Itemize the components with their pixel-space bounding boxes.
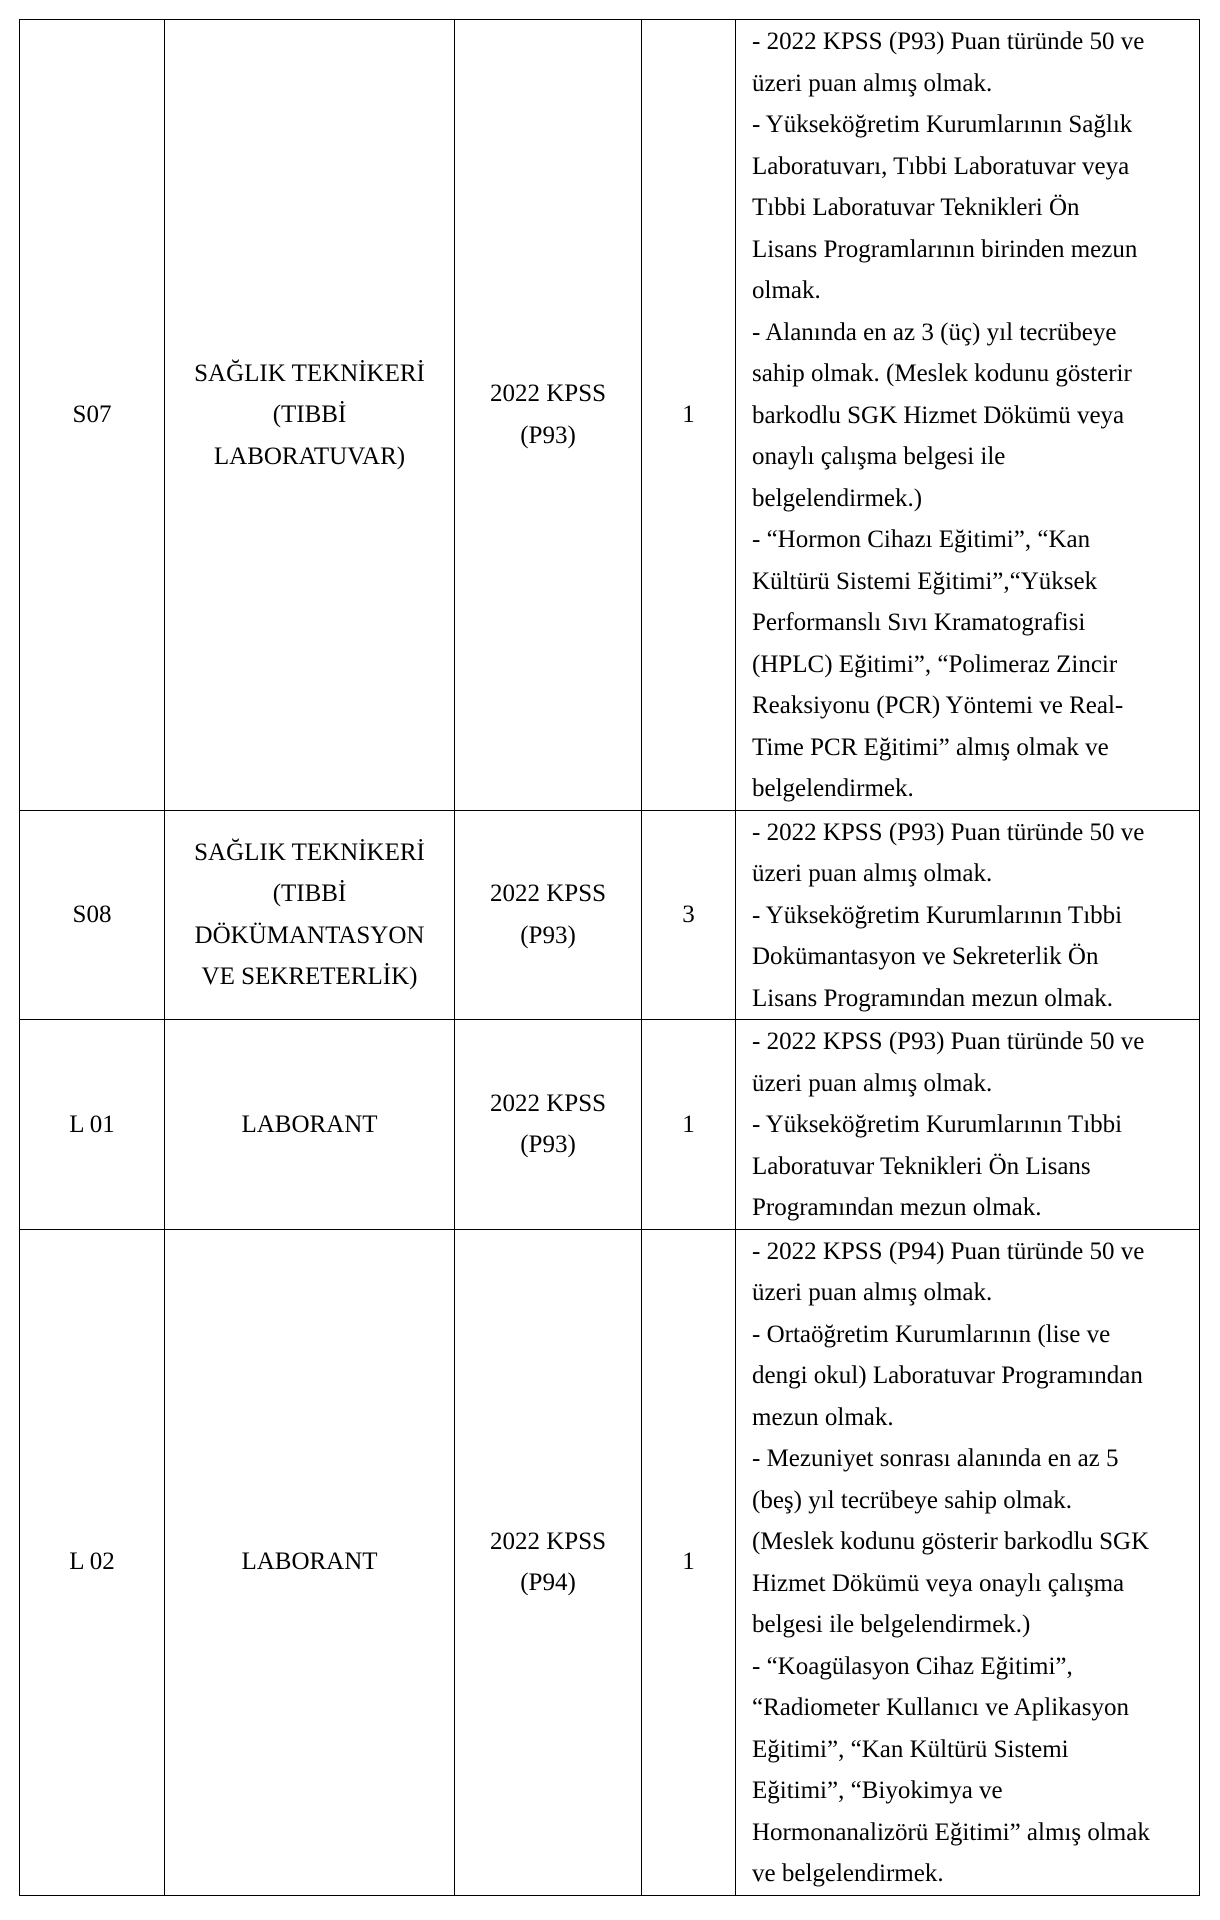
position-count: 1 [682,401,695,428]
exam-type-line: (P93) [520,421,576,449]
table-row [20,20,1200,811]
position-title-line: LABORANT [241,1110,378,1138]
exam-type-line: (P93) [520,921,576,949]
table-row [20,1229,1200,1895]
requirement-line: Laboratuvarı, Tıbbi Laboratuvar veya [752,152,1130,180]
position-code: L 02 [69,1548,115,1576]
position-title-line: (TIBBİ [272,401,347,428]
requirement-line: - Yükseköğretim Kurumlarının Tıbbi [752,901,1123,929]
requirement-line: - 2022 KPSS (P93) Puan türünde 50 ve [752,818,1145,846]
position-title-line: SAĞLIK TEKNİKERİ [194,838,425,866]
position-title-line: LABORANT [241,1548,378,1576]
position-code: L 01 [69,1110,115,1138]
requirement-line: belgesi ile belgelendirmek.) [752,1611,1031,1638]
requirement-line: Kültürü Sistemi Eğitimi”,“Yüksek [752,567,1098,595]
requirements-cell [736,810,1200,1020]
requirement-line: Reaksiyonu (PCR) Yöntemi ve Real- [752,692,1124,719]
requirement-line: Tıbbi Laboratuvar Teknikleri Ön [752,194,1080,221]
requirement-line: Performanslı Sıvı Kramatografisi [752,609,1086,636]
exam-type-cell [455,1229,642,1895]
requirement-line: - Mezuniyet sonrası alanında en az 5 [752,1445,1119,1472]
position-code: S08 [72,901,112,928]
requirement-line: (HPLC) Eğitimi”, “Polimeraz Zincir [752,650,1118,678]
exam-type-line: 2022 KPSS [489,1527,606,1555]
requirement-line: Lisans Programlarının birinden mezun [752,235,1138,263]
requirement-line: - Alanında en az 3 (üç) yıl tecrübeye [752,318,1117,346]
requirement-line: üzeri puan almış olmak. [752,69,993,97]
position-count: 1 [682,1548,695,1576]
position-code: S07 [72,401,112,428]
exam-type-line: 2022 KPSS [489,1089,606,1117]
exam-type-line: 2022 KPSS [489,880,606,908]
requirement-line: - Yükseköğretim Kurumlarının Tıbbi [752,1111,1123,1138]
position-code-cell [20,20,165,811]
position-title-line: (TIBBİ [272,880,347,908]
requirement-line: (beş) yıl tecrübeye sahip olmak. [752,1486,1073,1514]
requirement-line: Time PCR Eğitimi” almış olmak ve [752,733,1109,761]
position-count-cell [642,810,736,1020]
position-title-line: LABORATUVAR) [213,442,406,470]
exam-type-cell [455,810,642,1020]
requirements-cell [736,1020,1200,1230]
table-row [20,1020,1200,1230]
requirement-line: Hizmet Dökümü veya onaylı çalışma [752,1569,1125,1597]
exam-type-cell [455,20,642,811]
requirement-line: Programından mezun olmak. [752,1194,1042,1221]
requirement-line: - 2022 KPSS (P94) Puan türünde 50 ve [752,1237,1145,1265]
requirement-line: mezun olmak. [752,1403,894,1431]
requirement-line: barkodlu SGK Hizmet Dökümü veya [752,401,1125,429]
position-title-cell [165,1229,455,1895]
position-title-cell [165,1020,455,1230]
requirement-line: Lisans Programından mezun olmak. [752,984,1114,1012]
requirement-line: belgelendirmek. [752,775,914,802]
position-code-cell [20,1020,165,1230]
requirement-line: ve belgelendirmek. [752,1860,944,1887]
requirement-line: “Radiometer Kullanıcı ve Aplikasyon [752,1694,1129,1721]
position-count-cell [642,1229,736,1895]
requirement-line: olmak. [752,277,821,304]
requirement-line: üzeri puan almış olmak. [752,1069,993,1097]
exam-type-line: 2022 KPSS [489,380,606,408]
exam-type-line: (P93) [520,1131,576,1159]
table-row [20,810,1200,1020]
requirements-cell [736,20,1200,811]
requirement-line: üzeri puan almış olmak. [752,860,993,887]
requirement-line: - 2022 KPSS (P93) Puan türünde 50 ve [752,1028,1145,1055]
requirement-line: Hormonanalizörü Eğitimi” almış olmak [752,1818,1150,1846]
requirement-line: Eğitimi”, “Kan Kültürü Sistemi [752,1735,1069,1763]
exam-type-line: (P94) [520,1569,576,1596]
requirement-line: Eğitimi”, “Biyokimya ve [752,1777,1003,1804]
requirement-line: onaylı çalışma belgesi ile [752,443,1006,470]
position-title-line: VE SEKRETERLİK) [201,963,418,991]
position-code-cell [20,1229,165,1895]
position-count: 3 [682,901,695,928]
requirement-line: (Meslek kodunu gösterir barkodlu SGK [752,1528,1150,1555]
table-body [20,20,1200,1896]
position-count: 1 [682,1110,695,1138]
requirement-line: belgelendirmek.) [752,484,923,512]
requirement-line: - Yükseköğretim Kurumlarının Sağlık [752,111,1133,138]
position-title-cell [165,20,455,811]
position-count-cell [642,1020,736,1230]
requirement-line: Dokümantasyon ve Sekreterlik Ön [752,943,1099,970]
requirement-line: dengi okul) Laboratuvar Programından [752,1362,1143,1389]
exam-type-cell [455,1020,642,1230]
requirement-line: - 2022 KPSS (P93) Puan türünde 50 ve [752,28,1145,55]
position-title-line: SAĞLIK TEKNİKERİ [194,359,425,387]
requirement-line: - “Koagülasyon Cihaz Eğitimi”, [752,1652,1073,1680]
requirement-line: Laboratuvar Teknikleri Ön Lisans [752,1152,1091,1180]
position-code-cell [20,810,165,1020]
position-title-cell [165,810,455,1020]
requirement-line: sahip olmak. (Meslek kodunu gösterir [752,360,1132,387]
requirements-table [19,19,1200,1896]
requirement-line: - “Hormon Cihazı Eğitimi”, “Kan [752,526,1091,553]
requirement-line: - Ortaöğretim Kurumlarının (lise ve [752,1320,1111,1348]
position-count-cell [642,20,736,811]
position-title-line: DÖKÜMANTASYON [194,921,425,949]
requirement-line: üzeri puan almış olmak. [752,1279,993,1306]
requirements-cell [736,1229,1200,1895]
